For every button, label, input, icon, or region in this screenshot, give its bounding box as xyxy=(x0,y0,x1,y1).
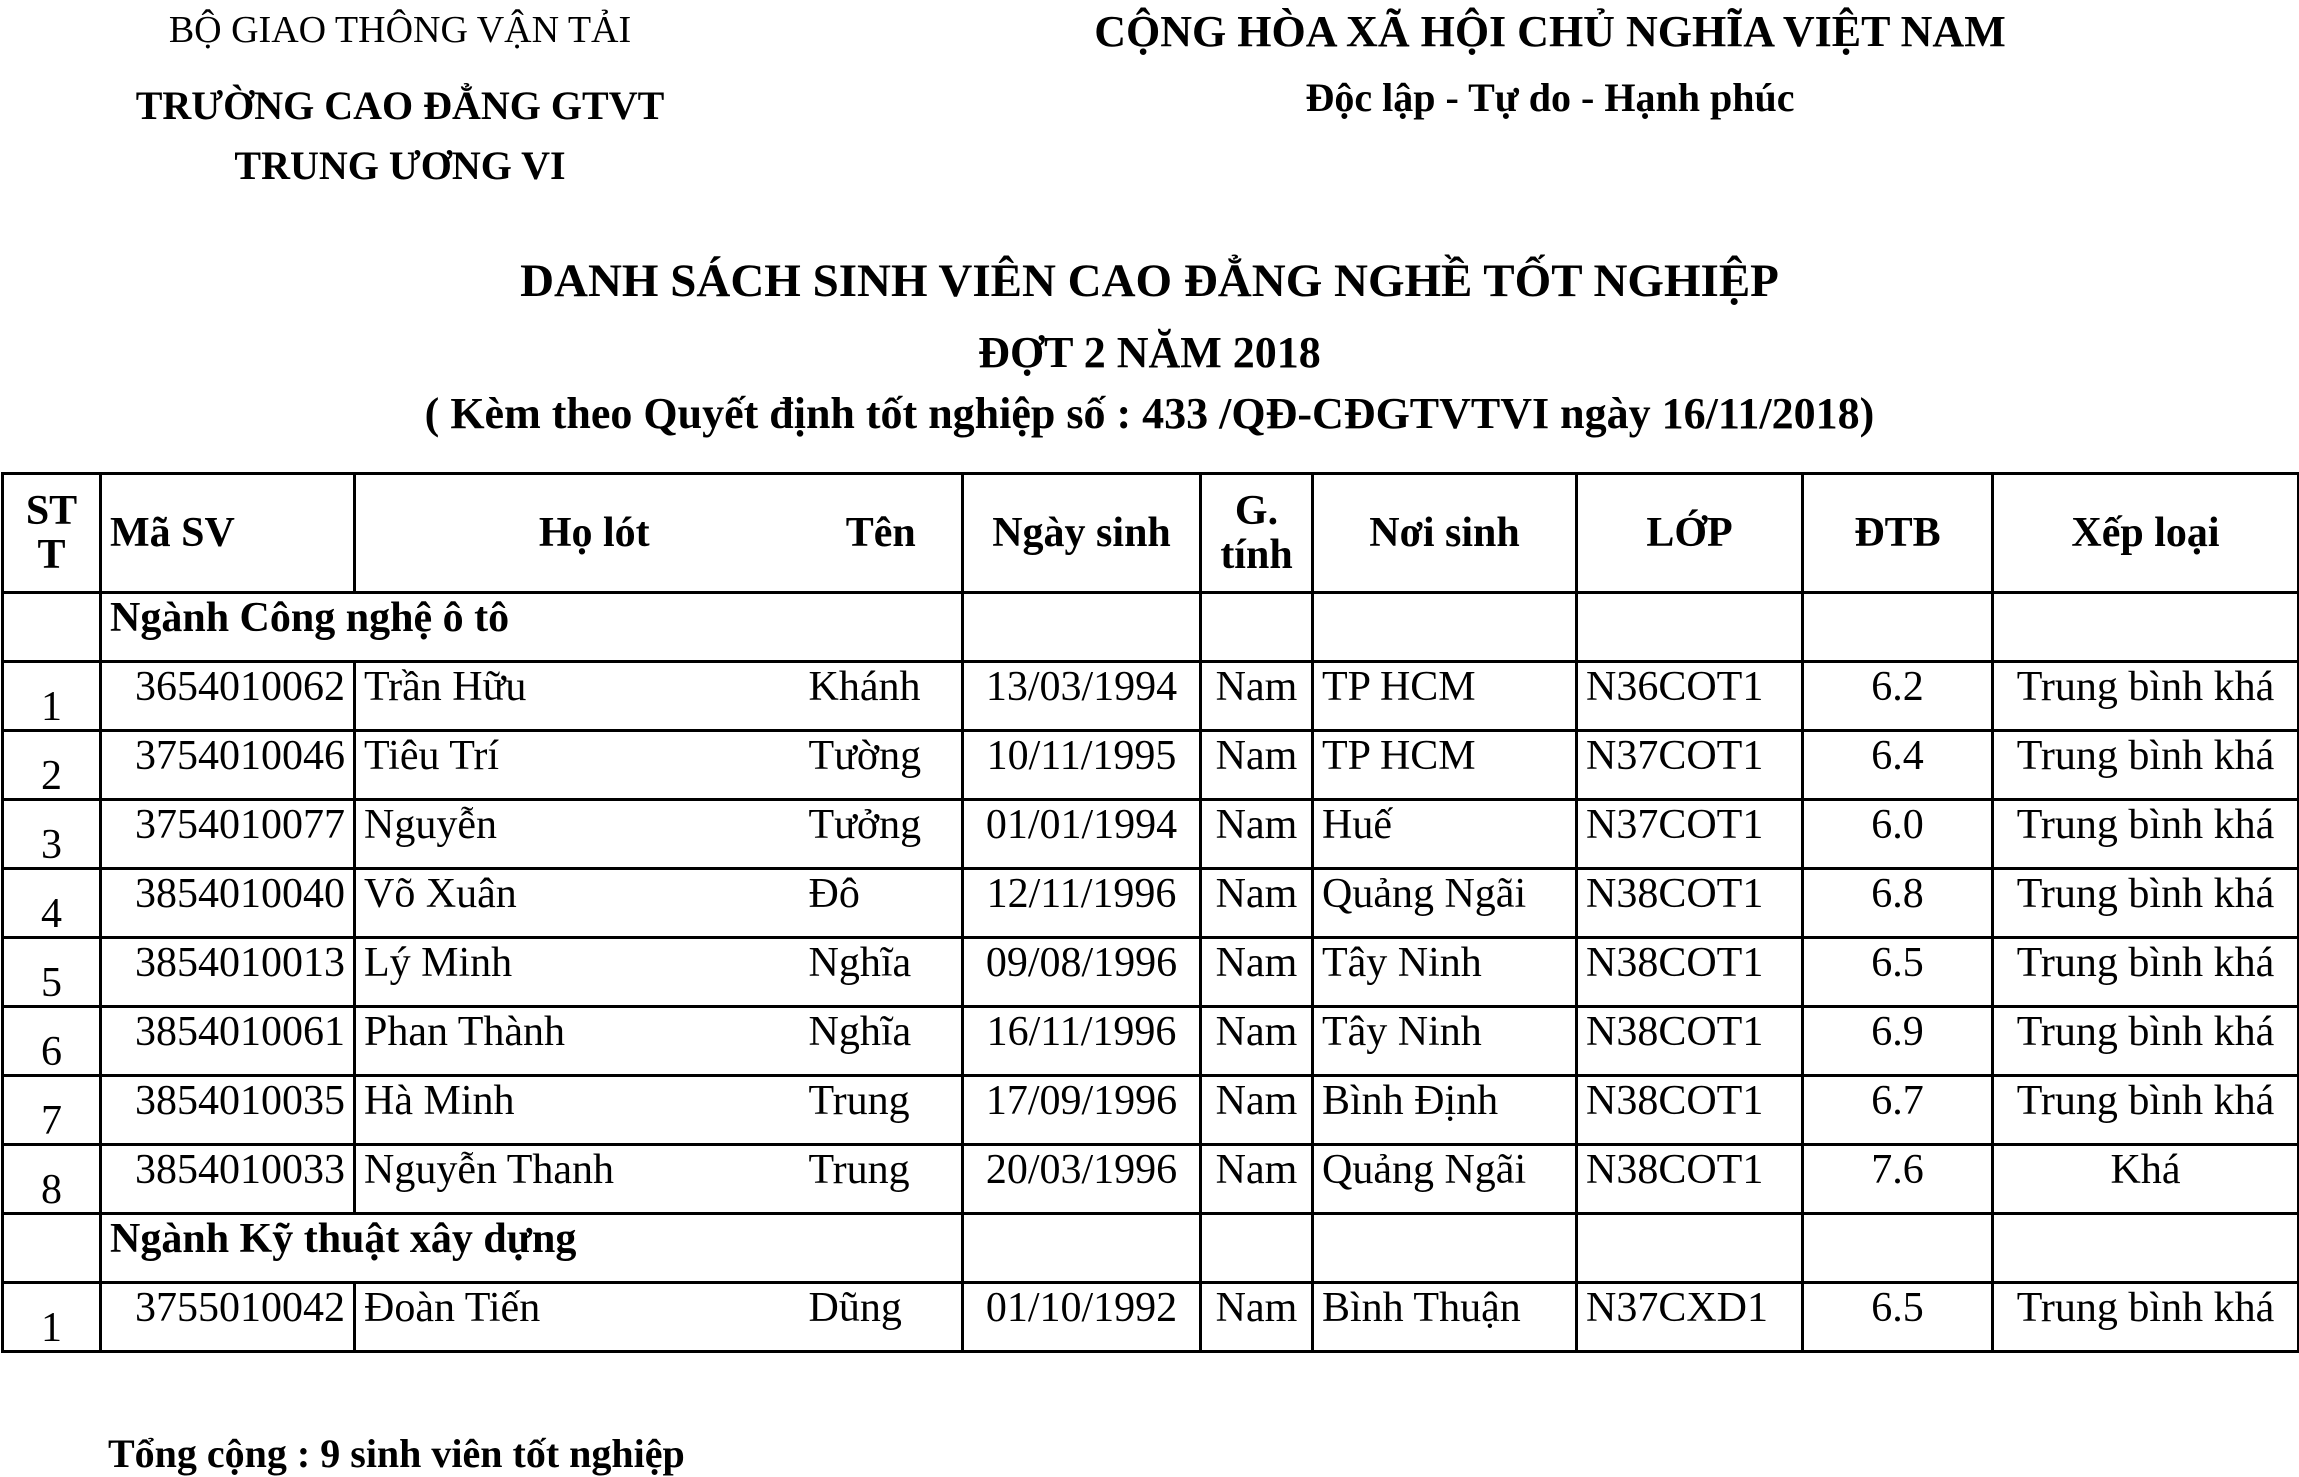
cell-lop: N37CXD1 xyxy=(1577,1283,1803,1352)
cell-gioi-tinh: Nam xyxy=(1201,662,1313,731)
cell-stt: 2 xyxy=(3,731,101,800)
cell-gioi-tinh: Nam xyxy=(1201,938,1313,1007)
cell-noi-sinh: Quảng Ngãi xyxy=(1313,1145,1577,1214)
cell-lop: N38COT1 xyxy=(1577,869,1803,938)
cell-xep-loai: Trung bình khá xyxy=(1993,662,2299,731)
table-row xyxy=(3,800,2299,869)
cell-dtb: 6.7 xyxy=(1803,1076,1993,1145)
cell-xep-loai: Khá xyxy=(1993,1145,2299,1214)
col-header-xep-loai: Xếp loại xyxy=(1993,474,2299,593)
section-row xyxy=(3,1214,2299,1283)
cell-ngay-sinh: 09/08/1996 xyxy=(963,938,1201,1007)
section-stt-empty xyxy=(3,593,101,662)
cell-stt: 3 xyxy=(3,800,101,869)
section-empty-cell xyxy=(1803,593,1993,662)
cell-ho-lot: Hà Minh xyxy=(355,1076,801,1145)
cell-noi-sinh: Bình Định xyxy=(1313,1076,1577,1145)
cell-lop: N37COT1 xyxy=(1577,800,1803,869)
cell-lop: N36COT1 xyxy=(1577,662,1803,731)
cell-ngay-sinh: 01/10/1992 xyxy=(963,1283,1201,1352)
table-row xyxy=(3,869,2299,938)
cell-gioi-tinh: Nam xyxy=(1201,731,1313,800)
cell-ma-sv: 3854010040 xyxy=(101,869,355,938)
cell-ma-sv: 3754010077 xyxy=(101,800,355,869)
cell-lop: N37COT1 xyxy=(1577,731,1803,800)
cell-ma-sv: 3854010061 xyxy=(101,1007,355,1076)
table-header-row xyxy=(3,474,2299,593)
cell-stt: 8 xyxy=(3,1145,101,1214)
cell-lop: N38COT1 xyxy=(1577,1076,1803,1145)
col-header-noi-sinh: Nơi sinh xyxy=(1313,474,1577,593)
cell-gioi-tinh: Nam xyxy=(1201,1076,1313,1145)
cell-dtb: 6.4 xyxy=(1803,731,1993,800)
cell-dtb: 6.5 xyxy=(1803,938,1993,1007)
cell-ma-sv: 3755010042 xyxy=(101,1283,355,1352)
table-row xyxy=(3,731,2299,800)
cell-noi-sinh: Tây Ninh xyxy=(1313,1007,1577,1076)
table-row xyxy=(3,938,2299,1007)
decision-reference: ( Kèm theo Quyết định tốt nghiệp số : 433 /QĐ-CĐGTVTVI ngày 16/11/2018) xyxy=(424,389,1875,438)
cell-noi-sinh: Huế xyxy=(1313,800,1577,869)
table-row xyxy=(3,1076,2299,1145)
national-motto: Độc lập - Tự do - Hạnh phúc xyxy=(1305,75,1795,120)
cell-dtb: 6.9 xyxy=(1803,1007,1993,1076)
cell-ho-lot: Nguyễn xyxy=(355,800,801,869)
cell-stt: 1 xyxy=(3,1283,101,1352)
cell-dtb: 6.8 xyxy=(1803,869,1993,938)
document-title: DANH SÁCH SINH VIÊN CAO ĐẲNG NGHỀ TỐT NGHIỆP xyxy=(520,255,1779,307)
cell-ten: Trung xyxy=(801,1145,963,1214)
col-header-ma-sv: Mã SV xyxy=(101,474,355,593)
section-empty-cell xyxy=(1577,593,1803,662)
cell-ho-lot: Lý Minh xyxy=(355,938,801,1007)
ministry-name: BỘ GIAO THÔNG VẬN TẢI xyxy=(168,9,632,51)
cell-ten: Tưởng xyxy=(801,800,963,869)
col-header-stt: ST T xyxy=(3,474,101,593)
section-empty-cell xyxy=(1313,593,1577,662)
cell-xep-loai: Trung bình khá xyxy=(1993,1283,2299,1352)
section-empty-cell xyxy=(1201,1214,1313,1283)
section-empty-cell xyxy=(963,1214,1201,1283)
cell-ten: Dũng xyxy=(801,1283,963,1352)
cell-xep-loai: Trung bình khá xyxy=(1993,1076,2299,1145)
section-empty-cell xyxy=(1577,1214,1803,1283)
col-header-ten: Tên xyxy=(801,474,963,593)
cell-ho-lot: Nguyễn Thanh xyxy=(355,1145,801,1214)
section-empty-cell xyxy=(1803,1214,1993,1283)
total-summary: Tổng cộng : 9 sinh viên tốt nghiệp xyxy=(108,1431,685,1476)
cell-gioi-tinh: Nam xyxy=(1201,1007,1313,1076)
cell-ten: Khánh xyxy=(801,662,963,731)
cell-stt: 6 xyxy=(3,1007,101,1076)
cell-stt: 5 xyxy=(3,938,101,1007)
section-stt-empty xyxy=(3,1214,101,1283)
cell-ngay-sinh: 16/11/1996 xyxy=(963,1007,1201,1076)
cell-ho-lot: Tiêu Trí xyxy=(355,731,801,800)
cell-ten: Nghĩa xyxy=(801,938,963,1007)
school-name-line2: TRUNG ƯƠNG VI xyxy=(234,143,566,188)
cell-ten: Nghĩa xyxy=(801,1007,963,1076)
col-header-dtb: ĐTB xyxy=(1803,474,1993,593)
section-empty-cell xyxy=(963,593,1201,662)
section-name: Ngành Công nghệ ô tô xyxy=(101,593,963,662)
cell-gioi-tinh: Nam xyxy=(1201,1283,1313,1352)
section-name: Ngành Kỹ thuật xây dựng xyxy=(101,1214,963,1283)
cell-ma-sv: 3854010033 xyxy=(101,1145,355,1214)
cell-ma-sv: 3854010013 xyxy=(101,938,355,1007)
cell-noi-sinh: Quảng Ngãi xyxy=(1313,869,1577,938)
cell-xep-loai: Trung bình khá xyxy=(1993,731,2299,800)
cell-ho-lot: Đoàn Tiến xyxy=(355,1283,801,1352)
col-header-gioi-tinh: G. tính xyxy=(1201,474,1313,593)
cell-stt: 4 xyxy=(3,869,101,938)
table-body xyxy=(3,593,2299,1352)
cell-ngay-sinh: 12/11/1996 xyxy=(963,869,1201,938)
cell-noi-sinh: TP HCM xyxy=(1313,731,1577,800)
col-header-lop: LỚP xyxy=(1577,474,1803,593)
section-empty-cell xyxy=(1993,593,2299,662)
cell-dtb: 7.6 xyxy=(1803,1145,1993,1214)
col-header-ho-lot: Họ lót xyxy=(355,474,801,593)
cell-xep-loai: Trung bình khá xyxy=(1993,800,2299,869)
cell-ma-sv: 3854010035 xyxy=(101,1076,355,1145)
section-row xyxy=(3,593,2299,662)
cell-ngay-sinh: 10/11/1995 xyxy=(963,731,1201,800)
cell-ngay-sinh: 17/09/1996 xyxy=(963,1076,1201,1145)
table-row xyxy=(3,1283,2299,1352)
cell-gioi-tinh: Nam xyxy=(1201,800,1313,869)
cell-ho-lot: Trần Hữu xyxy=(355,662,801,731)
school-name-line1: TRƯỜNG CAO ĐẲNG GTVT xyxy=(135,83,665,128)
graduate-table xyxy=(1,472,2299,1353)
cell-stt: 7 xyxy=(3,1076,101,1145)
section-empty-cell xyxy=(1313,1214,1577,1283)
table-row xyxy=(3,1007,2299,1076)
cell-noi-sinh: Bình Thuận xyxy=(1313,1283,1577,1352)
national-title: CỘNG HÒA XÃ HỘI CHỦ NGHĨA VIỆT NAM xyxy=(1094,7,2006,56)
cell-lop: N38COT1 xyxy=(1577,938,1803,1007)
cell-dtb: 6.0 xyxy=(1803,800,1993,869)
document-subtitle: ĐỢT 2 NĂM 2018 xyxy=(978,328,1321,377)
table-row xyxy=(3,662,2299,731)
cell-gioi-tinh: Nam xyxy=(1201,869,1313,938)
section-empty-cell xyxy=(1993,1214,2299,1283)
cell-ngay-sinh: 20/03/1996 xyxy=(963,1145,1201,1214)
cell-ngay-sinh: 01/01/1994 xyxy=(963,800,1201,869)
cell-ten: Tường xyxy=(801,731,963,800)
cell-xep-loai: Trung bình khá xyxy=(1993,1007,2299,1076)
cell-ma-sv: 3654010062 xyxy=(101,662,355,731)
cell-ten: Đô xyxy=(801,869,963,938)
cell-ho-lot: Võ Xuân xyxy=(355,869,801,938)
cell-xep-loai: Trung bình khá xyxy=(1993,938,2299,1007)
cell-lop: N38COT1 xyxy=(1577,1007,1803,1076)
cell-noi-sinh: TP HCM xyxy=(1313,662,1577,731)
cell-ma-sv: 3754010046 xyxy=(101,731,355,800)
cell-gioi-tinh: Nam xyxy=(1201,1145,1313,1214)
cell-dtb: 6.5 xyxy=(1803,1283,1993,1352)
cell-ho-lot: Phan Thành xyxy=(355,1007,801,1076)
cell-ngay-sinh: 13/03/1994 xyxy=(963,662,1201,731)
cell-dtb: 6.2 xyxy=(1803,662,1993,731)
col-header-ngay-sinh: Ngày sinh xyxy=(963,474,1201,593)
cell-lop: N38COT1 xyxy=(1577,1145,1803,1214)
cell-noi-sinh: Tây Ninh xyxy=(1313,938,1577,1007)
cell-xep-loai: Trung bình khá xyxy=(1993,869,2299,938)
table-row xyxy=(3,1145,2299,1214)
section-empty-cell xyxy=(1201,593,1313,662)
cell-ten: Trung xyxy=(801,1076,963,1145)
cell-stt: 1 xyxy=(3,662,101,731)
